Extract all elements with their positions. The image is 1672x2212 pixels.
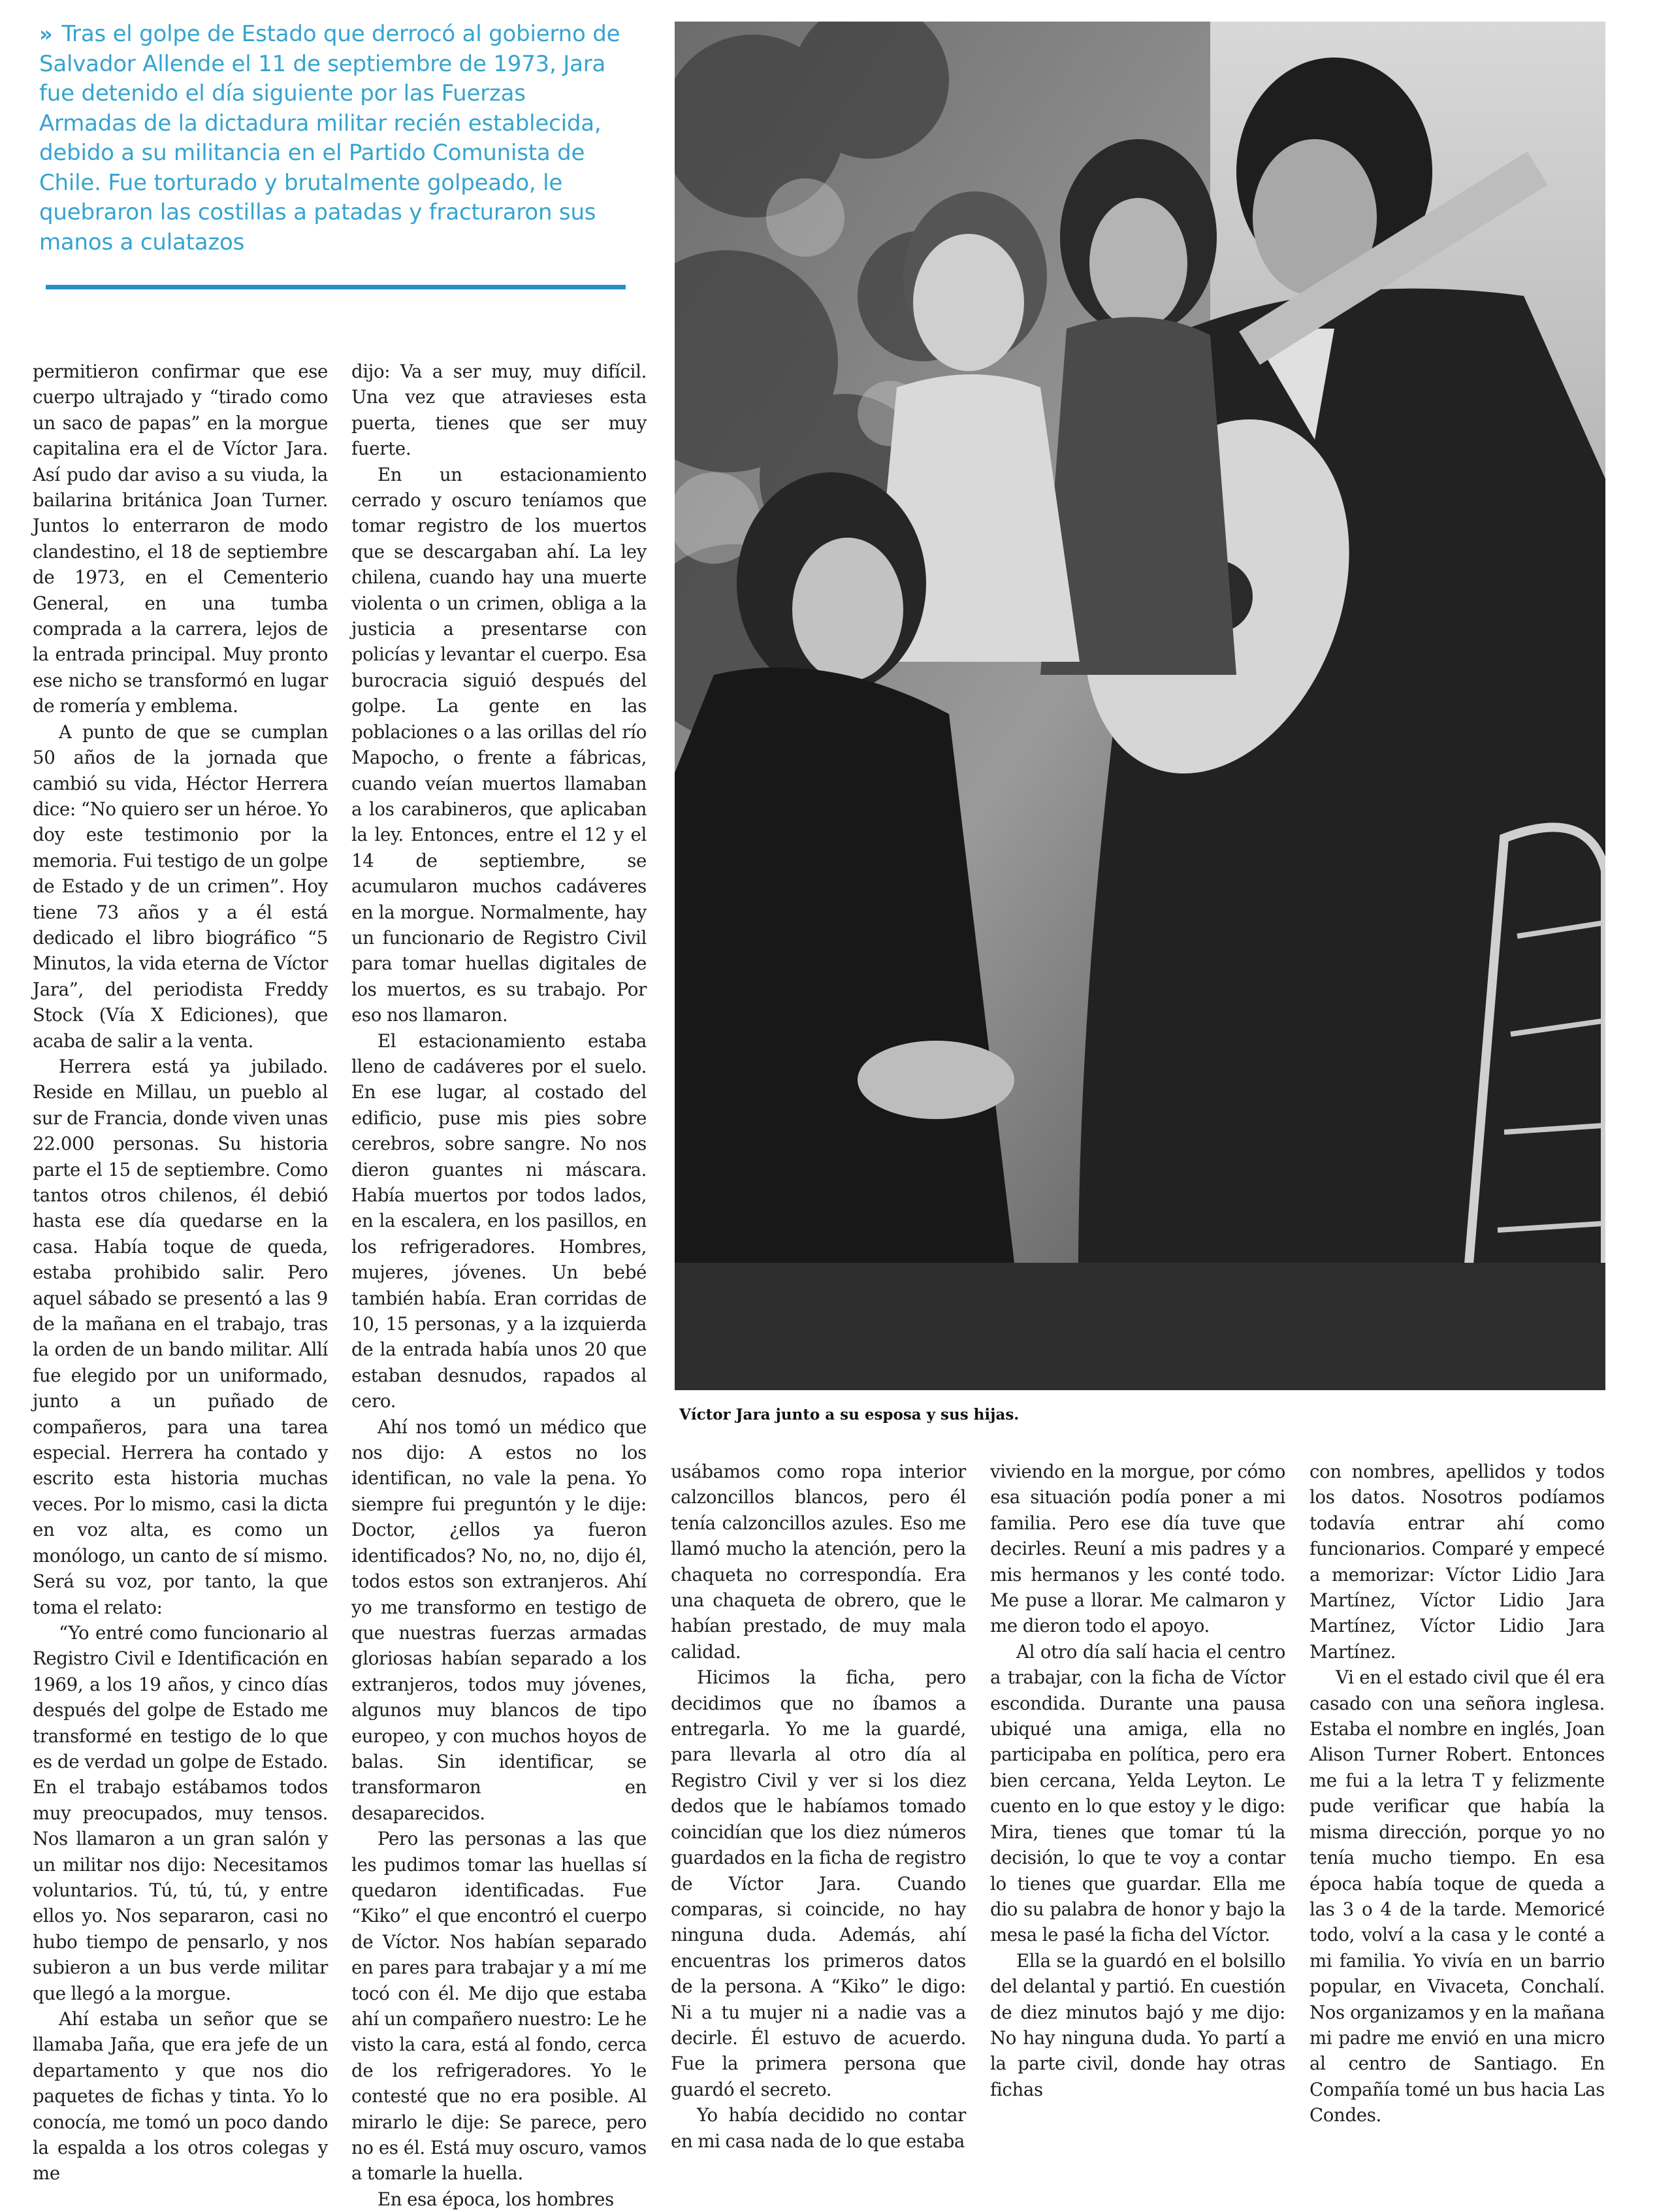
- paragraph: En esa época, los hombres: [378, 2188, 614, 2210]
- paragraph: Yo había decidido no contar en mi casa nada de lo que estaba: [671, 2104, 966, 2152]
- paragraph: El estacionamiento estaba lleno de cadáveres por el suelo. En ese lugar, al costado del edificio, puse mis pies sobre cerebros, sobre sangre. No nos dieron guantes ni máscara. Había muertos por todos lados, en la escalera, en los pasillos, en los refrigeradores. Hombres, mujeres, jóvenes. Un bebé también había. Eran corridas de 10, 15 personas, y a la izquierda de la entrada había unos 20 que estaban desnudos, rapados al cero.: [351, 1030, 647, 1412]
- paragraph: Ella se la guardó en el bolsillo del delantal y partió. En cuestión de diez minutos bajó y me dijo: No hay ninguna duda. Yo partí a la parte civil, donde hay otras fichas: [990, 1949, 1285, 2100]
- pull-quote-text: Tras el golpe de Estado que derrocó al gobierno de Salvador Allende el 11 de septiembre de 1973, Jara fue detenido el día siguiente por las Fuerzas Armadas de la dictadura militar recién establecida, debido a su militancia en el Partido Comunista de Chile. Fue torturado y brutalmente golpeado, le quebraron las costillas a patadas y fracturaron sus manos a culatazos: [39, 21, 620, 255]
- paragraph: Ahí nos tomó un médico que nos dijo: A estos no los identifican, no vale la pena. Yo siempre fui preguntón y le dije: Doctor, ¿ellos ya fueron identificados? No, no, no, dijo él, todos estos son extranjeros. Ahí yo me transformo en testigo de que nuestras fuerzas armadas gloriosas habían separado a los extranjeros, todos muy jóvenes, algunos muy blancos de tipo europeo, y con muchos hoyos de balas. Sin identificar, se transformaron en desaparecidos.: [351, 1416, 647, 1824]
- paragraph: Vi en el estado civil que él era casado con una señora inglesa. Estaba el nombre en inglés, Joan Alison Turner Robert. Entonces me fui a la letra T y felizmente pude verificar que había la misma dirección, porque yo no tenía mucho tiempo. En esa época había toque de queda a las 3 o 4 de la tarde. Memoricé todo, volví a la casa y le conté a mi familia. Yo vivía en un barrio popular, en Vivaceta, Conchalí. Nos organizamos y en la mañana mi padre me envió en una micro al centro de Santiago. En Compañía tomé un bus hacia Las Condes.: [1310, 1667, 1605, 2126]
- paragraph: usábamos como ropa interior calzoncillos blancos, pero él tenía calzoncillos azules. Eso me llamó mucho la atención, pero la chaqueta no correspondía. Era una chaqueta de obrero, que le habían prestado, de muy mala calidad.: [671, 1461, 966, 1663]
- paragraph: “Yo entré como funcionario al Registro Civil e Identificación en 1969, a los 19 años, y cinco días después del golpe de Estado me transformé en testigo de lo que es de verdad un golpe de Estado. En el trabajo estábamos todos muy preocupados, muy tensos. Nos llamaron a un gran salón y un militar nos dijo: Necesitamos voluntarios. Tú, tú, tú, y entre ellos yo. Nos separaron, casi no hubo tiempo de pensarlo, y nos subieron a un bus verde militar que llegó a la morgue.: [33, 1621, 328, 2004]
- paragraph: Hicimos la ficha, pero decidimos que no íbamos a entregarla. Yo me la guardé, para llevarla al otro día al Registro Civil y ver si los diez dedos que le habíamos tomado coincidían que los diez números guardados en la ficha de registro de Víctor Jara. Cuando comparas, si coincide, no hay ninguna duda. Además, ahí encuentras los primeros datos de la persona. A “Kiko” le digo: Ni a tu mujer ni a nadie vas a decirle. Él estuvo de acuerdo. Fue la primera persona que guardó el secreto.: [671, 1667, 966, 2100]
- article-column-1: [33, 359, 328, 2187]
- article-column-5: [1310, 1459, 1605, 2128]
- quote-marker-icon: »: [39, 22, 53, 46]
- paragraph: con nombres, apellidos y todos los datos. Nosotros podíamos todavía entrar ahí como funcionarios. Comparé y empecé a memorizar: Víctor Lidio Jara Martínez, Víctor Lidio Jara Martínez, Víctor Lidio Jara Martínez.: [1310, 1461, 1605, 1663]
- paragraph: Al otro día salí hacia el centro a trabajar, con la ficha de Víctor escondida. Durante una pausa ubiqué una amiga, ella no participaba en política, pero era bien cercana, Yelda Leyton. Le cuento en lo que estoy y le digo: Mira, tienes que tomar tú la decisión, lo que te voy a contar lo tienes que guardar. Ella me dio su palabra de honor y bajo la mesa le pasé la ficha del Víctor.: [990, 1640, 1285, 1946]
- article-column-3: [671, 1459, 966, 2154]
- family-photo-illustration: [675, 22, 1605, 1390]
- paragraph: viviendo en la morgue, por cómo esa situación podía poner a mi familia. Pero ese día tuve que decirles. Reuní a mis padres y a mis hermanos y les conté todo. Me puse a llorar. Me calmaron y me dieron todo el apoyo.: [990, 1461, 1285, 1637]
- paragraph: A punto de que se cumplan 50 años de la jornada que cambió su vida, Héctor Herrera dice: “No quiero ser un héroe. Yo doy este testimonio por la memoria. Fui testigo de un golpe de Estado y de un crimen”. Hoy tiene 73 años y a él está dedicado el libro biográfico “5 Minutos, la vida eterna de Víctor Jara”, del periodista Freddy Stock (Vía X Ediciones), que acaba de salir a la venta.: [33, 721, 328, 1052]
- article-column-4: [990, 1459, 1285, 2102]
- paragraph: Ahí estaba un señor que se llamaba Jaña, que era jefe de un departamento y que nos dio paquetes de fichas y tinta. Yo lo conocía, me tomó un poco dando la espalda a los otros colegas y me: [33, 2008, 328, 2185]
- article-column-2: [351, 359, 647, 2212]
- photo-caption: Víctor Jara junto a su esposa y sus hijas.: [679, 1406, 1020, 1423]
- family-photo: [675, 22, 1605, 1390]
- pull-quote: [39, 20, 627, 257]
- paragraph: En un estacionamiento cerrado y oscuro teníamos que tomar registro de los muertos que se descargaban ahí. La ley chilena, cuando hay una muerte violenta o un crimen, obliga a la justicia a presentarse con policías y levantar el cuerpo. Esa burocracia siguió después del golpe. La gente en las poblaciones o a las orillas del río Mapocho, o frente a fábricas, cuando veían muertos llamaban a los carabineros, que aplicaban la ley. Entonces, entre el 12 y el 14 de septiembre, se acumularon muchos cadáveres en la morgue. Normalmente, hay un funcionario de Registro Civil para tomar huellas digitales de los muertos, es su trabajo. Por eso nos llamaron.: [351, 463, 647, 1026]
- pull-quote-rule: [46, 285, 626, 289]
- paragraph: Herrera está ya jubilado. Reside en Millau, un pueblo al sur de Francia, donde viven unas 22.000 personas. Su historia parte el 15 de septiembre. Como tantos otros chilenos, él debió hasta ese día quedarse en la casa. Había toque de queda, estaba prohibido salir. Pero aquel sábado se presentó a las 9 de la mañana en el trabajo, tras la orden de un bando militar. Allí fue elegido por un uniformado, junto a un puñado de compañeros, para una tarea especial. Herrera ha contado y escrito esta historia muchas veces. Por lo mismo, casi la dicta en voz alta, es como un monólogo, un canto de sí mismo. Será su voz, por tanto, la que toma el relato:: [33, 1055, 328, 1618]
- paragraph: dijo: Va a ser muy, muy difícil. Una vez que atravieses esta puerta, tienes que ser muy fuerte.: [351, 361, 647, 460]
- paragraph: Pero las personas a las que les pudimos tomar las huellas sí quedaron identificadas. Fue “Kiko” el que encontró el cuerpo de Víctor. Nos habían separado en pares para trabajar y a mí me tocó con él. Me dijo que estaba ahí un compañero nuestro: Le he visto la cara, está al fondo, cerca de los refrigeradores. Yo le contesté que no era posible. Al mirarlo le dije: Se parece, pero no es él. Está muy oscuro, vamos a tomarle la huella.: [351, 1828, 647, 2185]
- paragraph: permitieron confirmar que ese cuerpo ultrajado y “tirado como un saco de papas” en la morgue capitalina era el de Víctor Jara. Así pudo dar aviso a su viuda, la bailarina británica Joan Turner. Juntos lo enterraron de modo clandestino, el 18 de septiembre de 1973, en el Cementerio General, en una tumba comprada a la carrera, lejos de la entrada principal. Muy pronto ese nicho se transformó en lugar de romería y emblema.: [33, 361, 328, 717]
